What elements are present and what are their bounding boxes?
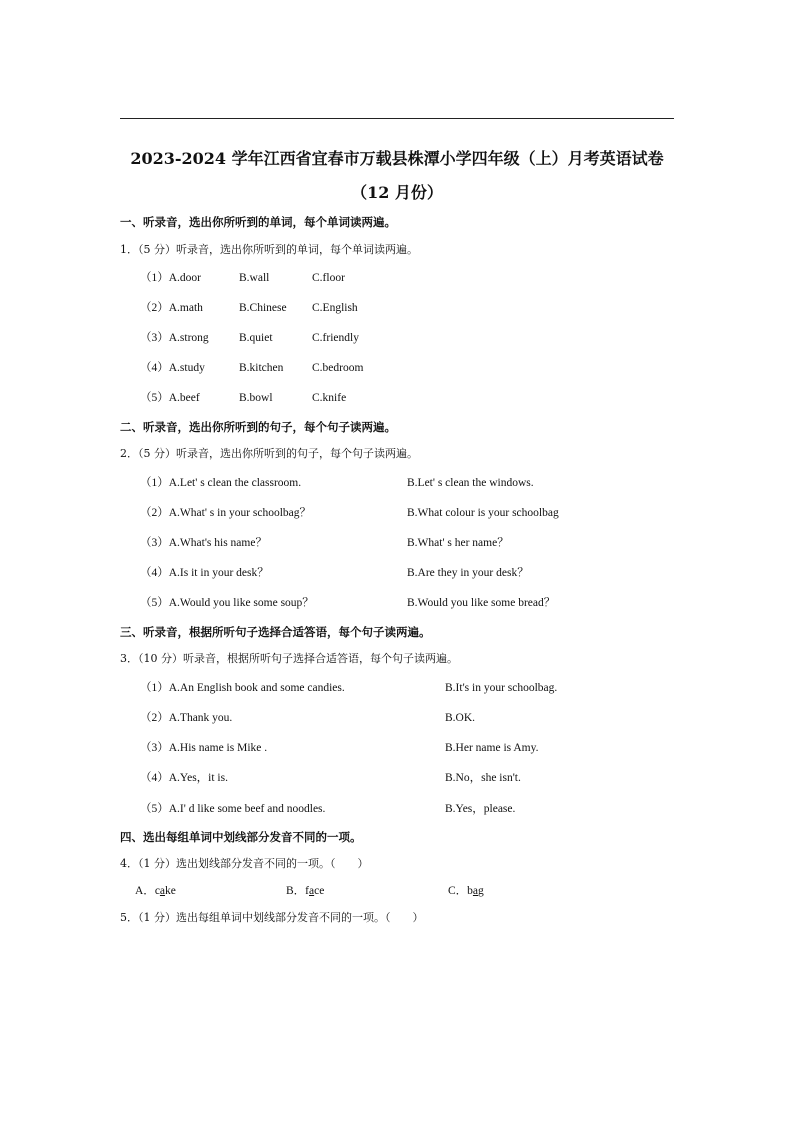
option-row-5-a: （5）A.Would you like some soup？ — [140, 597, 314, 609]
underlined-letter: a — [472, 885, 479, 897]
option-letter: C． — [448, 885, 468, 897]
option-row-2-c: C.English — [312, 302, 358, 314]
section-heading-2: 二、听录音，选出你所听到的句子，每个句子读两遍。 — [120, 420, 396, 434]
option-row-5-b: B.Would you like some bread？ — [407, 597, 556, 609]
option-row-1-b: B.Let' s clean the windows. — [407, 477, 534, 489]
option-row-3-a: （3）A.What's his name？ — [140, 537, 267, 549]
option-row-3-a: （3）A.strong — [140, 332, 209, 344]
word-part: ce — [314, 885, 325, 897]
section-heading-1: 一、听录音，选出你所听到的单词，每个单词读两遍。 — [120, 215, 396, 229]
option-row-4-b: B.kitchen — [239, 362, 284, 374]
option-row-1-a: （1）A.An English book and some candies. — [140, 682, 345, 694]
header-rule — [120, 118, 674, 119]
option-row-2-b: B.What colour is your schoolbag — [407, 507, 559, 519]
word-part: ke — [165, 885, 176, 897]
option-row-2-a: （2）A.Thank you. — [140, 712, 233, 724]
word-part: c — [154, 885, 160, 897]
option-b — [286, 884, 324, 898]
question-5-label: 5．（1 分）选出每组单词中划线部分发音不同的一项。（ ） — [120, 911, 424, 924]
option-row-4-a: （4）A.Is it in your desk？ — [140, 567, 269, 579]
option-row-3-b: B.quiet — [239, 332, 273, 344]
word-part: g — [478, 885, 484, 897]
option-row-2-a: （2）A.math — [140, 302, 203, 314]
question-1-label: 1．（5 分）听录音，选出你所听到的单词，每个单词读两遍。 — [120, 243, 418, 256]
section-heading-3: 三、听录音，根据所听句子选择合适答语，每个句子读两遍。 — [120, 625, 431, 639]
option-row-4-a: （4）A.study — [140, 362, 205, 374]
option-row-3-a: （3）A.His name is Mike . — [140, 742, 268, 754]
option-row-3-b: B.What' s her name？ — [407, 537, 509, 549]
option-row-5-b: B.bowl — [239, 392, 273, 404]
option-row-1-c: C.floor — [312, 272, 345, 284]
question-3-label: 3．（10 分）听录音，根据所听句子选择合适答语，每个句子读两遍。 — [120, 652, 458, 665]
option-row-5-a: （5）A.beef — [140, 392, 200, 404]
question-4-label: 4．（1 分）选出划线部分发音不同的一项。（ ） — [120, 857, 369, 870]
option-row-2-a: （2）A.What' s in your schoolbag？ — [140, 507, 312, 519]
option-a — [135, 884, 176, 898]
option-row-3-b: B.Her name is Amy. — [445, 742, 539, 754]
option-row-1-b: B.wall — [239, 272, 270, 284]
option-letter: B． — [286, 885, 306, 897]
option-row-4-b: B.Are they in your desk？ — [407, 567, 529, 579]
question-2-label: 2．（5 分）听录音，选出你所听到的句子，每个句子读两遍。 — [120, 447, 418, 460]
page-subtitle: （12 月份） — [351, 183, 443, 202]
option-letter: A． — [135, 885, 155, 897]
section-heading-4: 四、选出每组单词中划线部分发音不同的一项。 — [120, 830, 362, 844]
option-row-2-b: B.Chinese — [239, 302, 287, 314]
option-row-5-c: C.knife — [312, 392, 347, 404]
option-row-2-b: B.OK. — [445, 712, 476, 724]
option-row-1-b: B.It's in your schoolbag. — [445, 682, 558, 694]
option-row-5-b: B.Yes，please. — [445, 803, 516, 815]
option-row-4-c: C.bedroom — [312, 362, 364, 374]
word-part: f — [305, 885, 310, 897]
underlined-letter: a — [309, 885, 315, 897]
option-row-4-b: B.No，she isn't. — [445, 772, 521, 784]
option-row-4-a: （4）A.Yes，it is. — [140, 772, 228, 784]
option-row-5-a: （5）A.I' d like some beef and noodles. — [140, 803, 326, 815]
option-c — [448, 884, 484, 898]
option-row-1-a: （1）A.door — [140, 272, 202, 284]
option-row-3-c: C.friendly — [312, 332, 359, 344]
page-title: 2023-2024 学年江西省宜春市万载县株潭小学四年级（上）月考英语试卷 — [130, 149, 664, 168]
word-part: b — [467, 885, 473, 897]
option-row-1-a: （1）A.Let' s clean the classroom. — [140, 477, 302, 489]
underlined-letter: a — [159, 885, 166, 897]
